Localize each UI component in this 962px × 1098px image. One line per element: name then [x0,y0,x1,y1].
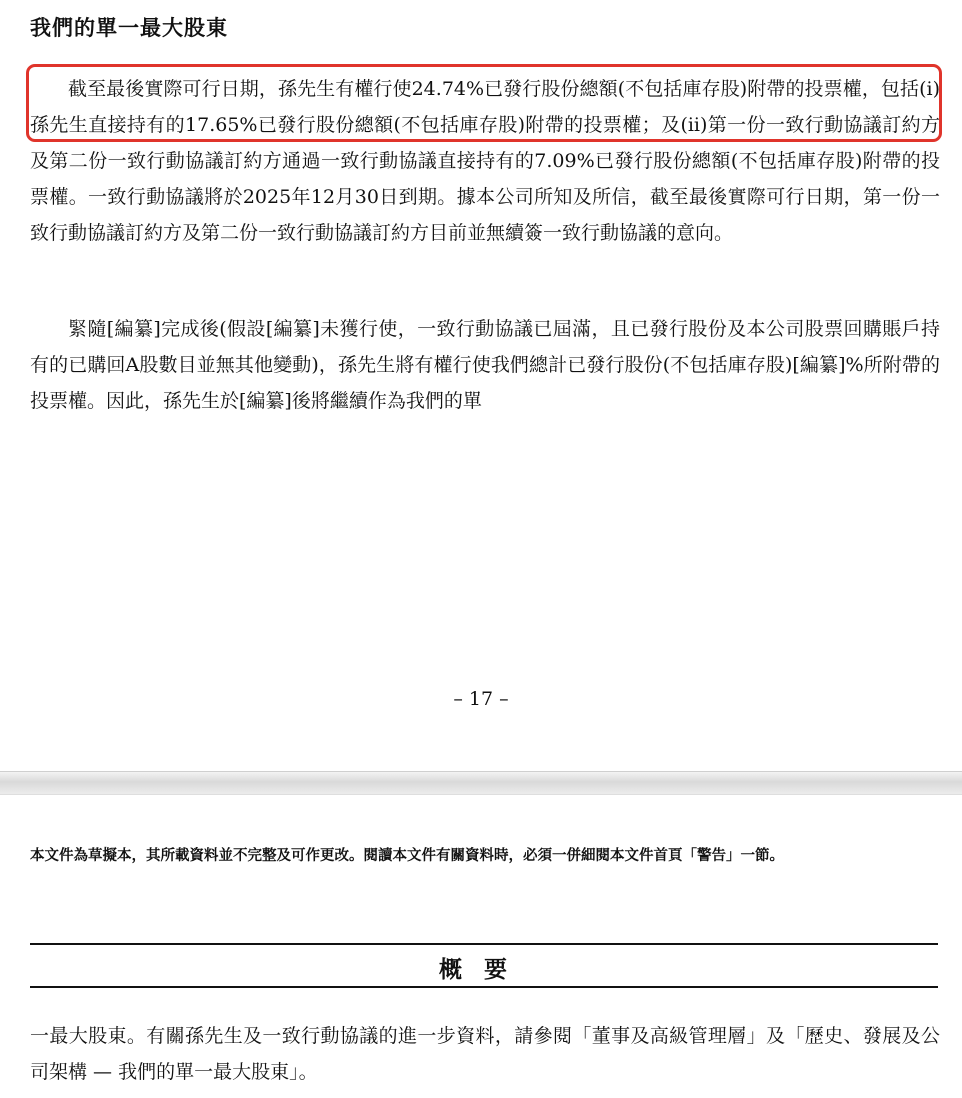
draft-disclaimer: 本文件為草擬本，其所載資料並不完整及可作更改。閱讀本文件有關資料時，必須一併細閱本文件首頁「警告」一節。 [30,848,784,864]
section-rule-top [30,943,938,945]
section-rule-bottom [30,986,938,988]
paragraph-continuation: 一最大股東。有關孫先生及一致行動協議的進一步資料，請參閱「董事及高級管理層」及「歷史、發展及公司架構 — 我們的單一最大股東」。 [30,1025,940,1083]
section-heading: 我們的單一最大股東 [30,16,228,40]
page-number: – 17 – [453,688,509,710]
paragraph-voting-rights: 截至最後實際可行日期，孫先生有權行使24.74%已發行股份總額(不包括庫存股)附帶的投票權，包括(i)孫先生直接持有的17.65%已發行股份總額(不包括庫存股)附帶的投票權；及(ii)第一份一致行動協議訂約方及第二份一致行動協議訂約方通過一致行動協議直接持有的7.09%已發行股份總額(不包括庫存股)附帶的投票權。一致行動協議將於2025年12月30日到期。據本公司所知及所信，截至最後實際可行日期，第一份一致行動協議訂約方及第二份一致行動協議訂約方目前並無續簽一致行動協議的意向。 [30,78,940,244]
document-page-18 [0,795,962,1098]
section-title: 概要 [439,957,529,983]
paragraph-post-listing: 緊隨[編纂]完成後(假設[編纂]未獲行使，一致行動協議已屆滿，且已發行股份及本公司股票回購賬戶持有的已購回A股數目並無其他變動)，孫先生將有權行使我們總計已發行股份(不包括庫存股)[編纂]%所附帶的投票權。因此，孫先生於[編纂]後將繼續作為我們的單 [30,318,940,412]
page-separator [0,771,962,795]
